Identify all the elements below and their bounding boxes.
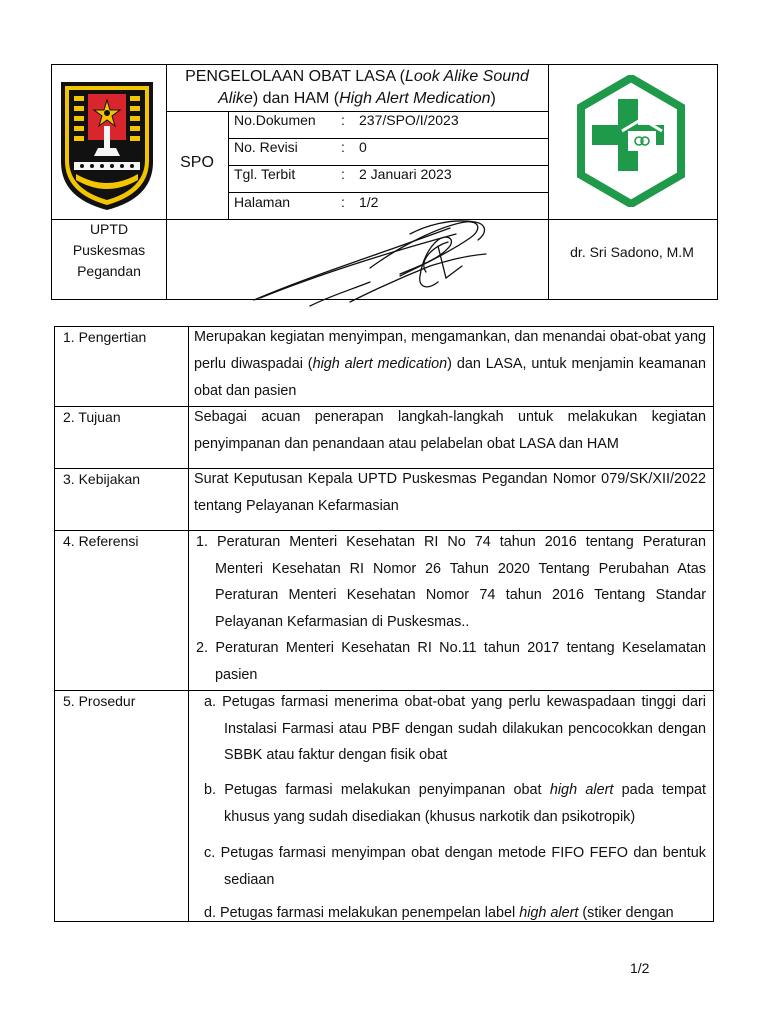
label-kebijakan: 3. Kebijakan [63,471,141,487]
header-divider-h-title [166,111,548,112]
header-border-right [717,64,718,300]
header-divider-v2 [548,64,549,300]
label-pengertian: 1. Pengertian [63,329,147,345]
referensi-item-1: 1. Peraturan Menteri Kesehatan RI No 74 tahun 2016 tentang Peraturan Menteri Kesehatan RI Nomor 26 Tahun 2020 Tentang Perubahan Atas Peraturan Menteri Kesehatan Nomor 74 tahun 2016 Tentang Standar Pelayanan Kefarmasian di Puskesmas.. [196,534,706,630]
spo-label: SPO [180,154,214,171]
text-pengertian: Merupakan kegiatan menyimpan, mengamankan, dan menandai obat-obat yang perlu diwaspadai (high alert medication) dan LASA, untuk menjamin keamanan obat dan pasien [194,329,706,399]
head-name: dr. Sri Sadono, M.M [570,244,694,260]
header-divider-h3 [228,192,548,193]
page-number: 1/2 [630,960,650,976]
puskesmas-logo-icon [576,75,686,207]
header-border-top [51,64,718,65]
text-tujuan: Sebagai acuan penerapan langkah-langkah untuk melakukan kegiatan penyimpanan dan penandaan atau pelabelan obat LASA dan HAM [194,409,706,452]
prosedur-item-a: a. Petugas farmasi menerima obat-obat yang perlu kewaspadaan tinggi dari Instalasi Farmasi atau PBF dengan sudah dilakukan pencocokkan dengan SBBK atau faktur dengan fisik obat [204,694,706,763]
label-referensi: 4. Referensi [63,533,139,549]
text-kebijakan: Surat Keputusan Kepala UPTD Puskesmas Pegandan Nomor 079/SK/XII/2022 tentang Pelayanan Kefarmasian [194,471,706,514]
prosedur-item-c: c. Petugas farmasi menyimpan obat dengan metode FIFO FEFO dan bentuk sediaan [204,845,706,888]
table-border-right [713,326,714,922]
city-emblem-icon [58,80,156,212]
prosedur-item-d: d. Petugas farmasi melakukan penempelan label high alert (stiker dengan [204,905,674,921]
document-title: PENGELOLAAN OBAT LASA (Look Alike Sound Alike) dan HAM (High Alert Medication) [185,68,529,107]
label-tujuan: 2. Tujuan [63,409,121,425]
table-divider-v [188,326,189,922]
prosedur-item-b: b. Petugas farmasi melakukan penyimpanan obat high alert pada tempat khusus yang sudah disediakan (khusus narkotik dan psikotropik) [204,782,707,825]
referensi-item-2: 2. Peraturan Menteri Kesehatan RI No.11 tahun 2017 tentang Keselamatan pasien [196,640,706,683]
label-prosedur: 5. Prosedur [63,693,136,709]
unit-name: UPTD Puskesmas Pegandan [72,221,146,279]
signature-icon [250,216,490,308]
table-border-left [54,326,55,922]
